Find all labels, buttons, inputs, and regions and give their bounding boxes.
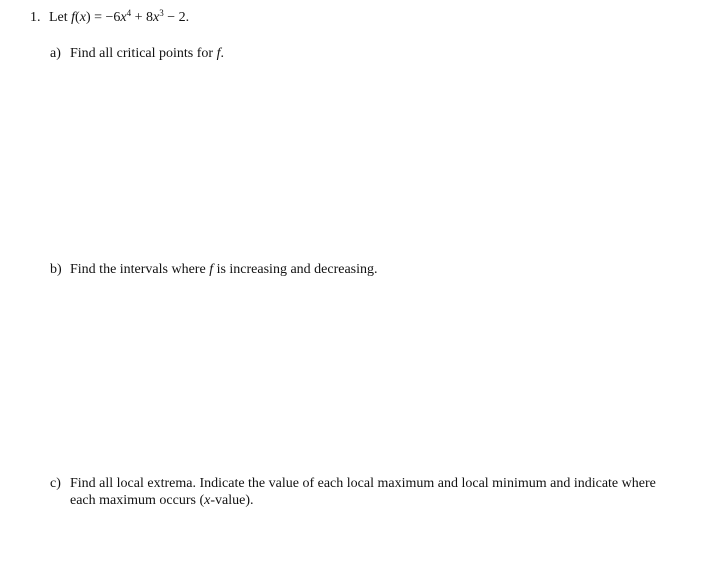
part-b-prompt-end: is increasing and decreasing. [213, 262, 378, 277]
part-a-function: f [216, 46, 221, 61]
part-a-period: . [220, 46, 224, 61]
plus-term: + 8 [131, 10, 154, 25]
constant-term: − 2. [163, 10, 190, 25]
part-a-prompt: Find all critical points for [70, 46, 217, 61]
term-x1: x [120, 10, 127, 25]
part-c-prompt-end: -value). [210, 493, 254, 508]
part-c-variable: x [204, 493, 211, 508]
function-name: f [71, 10, 76, 25]
part-c-prompt: Find all local extrema. Indicate the value of each local maximum and local minimum and indicate where each maximum occurs ( [70, 476, 656, 508]
part-b-text [70, 261, 378, 278]
part-a-text [70, 45, 224, 62]
part-b-prompt: Find the intervals where [70, 262, 210, 277]
part-a-label: a) [50, 46, 61, 61]
part-b-function: f [209, 262, 214, 277]
part-c-text [70, 475, 682, 509]
exponent-2: 3 [159, 8, 164, 18]
variable-x: x [79, 10, 86, 25]
paren-open: ( [75, 10, 80, 25]
paren-close: ) [85, 10, 91, 25]
question-number: 1. [30, 10, 41, 25]
lead-text: Let [49, 10, 68, 25]
question-statement [49, 9, 189, 26]
part-b-label: b) [50, 262, 62, 277]
part-c-label: c) [50, 476, 61, 491]
equals-term: = −6 [90, 10, 121, 25]
term-x2: x [153, 10, 160, 25]
exponent-1: 4 [126, 8, 132, 18]
